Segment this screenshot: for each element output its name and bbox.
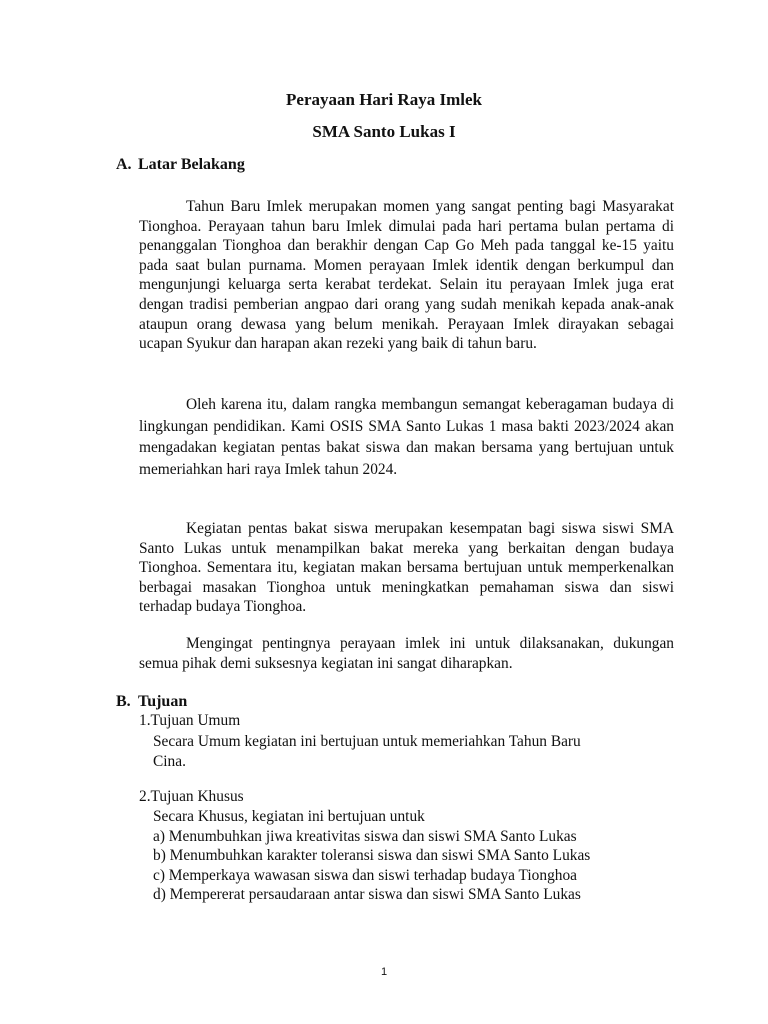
section-a-number: A. [116,156,132,173]
specific-goal-label: 2.Tujuan Khusus [139,788,244,805]
general-goal-line: Cina. [153,752,186,770]
section-b-heading [116,693,187,711]
section-b-title: Tujuan [138,693,188,710]
section-a-title: Latar Belakang [138,156,245,173]
paragraph-1: Tahun Baru Imlek merupakan momen yang sangat penting bagi Masyarakat Tionghoa. Perayaan tahun baru Imlek dimulai pada hari pertama bulan pertama di penanggalan Tionghoa dan berakhir dengan Cap Go Meh pada tanggal ke-15 yaitu pada saat bulan purnama. Momen perayaan Imlek identik dengan berkumpul dan mengunjungi keluarga serta kerabat terdekat. Selain itu perayaan Imlek juga erat dengan tradisi pemberian angpao dari orang yang sudah menikah kepada anak-anak ataupun orang dewasa yang belum menikah. Perayaan Imlek dirayakan sebagai ucapan Syukur dan harapan akan rezeki yang baik di tahun baru. [139,198,674,353]
document-title: Perayaan Hari Raya Imlek [286,90,482,109]
specific-goal-body [153,807,673,905]
specific-goal-item: c) Memperkaya wawasan siswa dan siswi terhadap budaya Tionghoa [153,866,577,884]
specific-goal-item: d) Mempererat persaudaraan antar siswa dan siswi SMA Santo Lukas [153,886,581,904]
specific-goal-item: b) Menumbuhkan karakter toleransi siswa dan siswi SMA Santo Lukas [153,847,591,865]
general-goal-line: Secara Umum kegiatan ini bertujuan untuk memeriahkan Tahun Baru [153,733,581,750]
section-a-heading [116,156,245,174]
general-goal-label: 1.Tujuan Umum [139,712,241,729]
specific-goal-intro: Secara Khusus, kegiatan ini bertujuan untuk [153,808,425,825]
general-goal-body [153,732,673,771]
section-b-number: B. [116,693,131,710]
paragraph-2: Oleh karena itu, dalam rangka membangun semangat keberagaman budaya di lingkungan pendidikan. Kami OSIS SMA Santo Lukas 1 masa bakti 2023/2024 akan mengadakan kegiatan pentas bakat siswa dan makan bersama yang bertujuan untuk memeriahkan hari raya Imlek tahun 2024. [139,396,674,478]
page-number: 1 [380,966,388,978]
paragraph-4: Mengingat pentingnya perayaan imlek ini untuk dilaksanakan, dukungan semua pihak demi suksesnya kegiatan ini sangat diharapkan. [139,635,674,672]
document-subtitle: SMA Santo Lukas I [312,122,456,141]
paragraph-3: Kegiatan pentas bakat siswa merupakan kesempatan bagi siswa siswi SMA Santo Lukas untuk menampilkan bakat mereka yang berkaitan dengan budaya Tionghoa. Sementara itu, kegiatan makan bersama bertujuan untuk memperkenalkan berbagai masakan Tionghoa untuk meningkatkan pemahaman siswa dan siswi terhadap budaya Tionghoa. [139,520,674,616]
specific-goal-item: a) Menumbuhkan jiwa kreativitas siswa dan siswi SMA Santo Lukas [153,827,577,845]
